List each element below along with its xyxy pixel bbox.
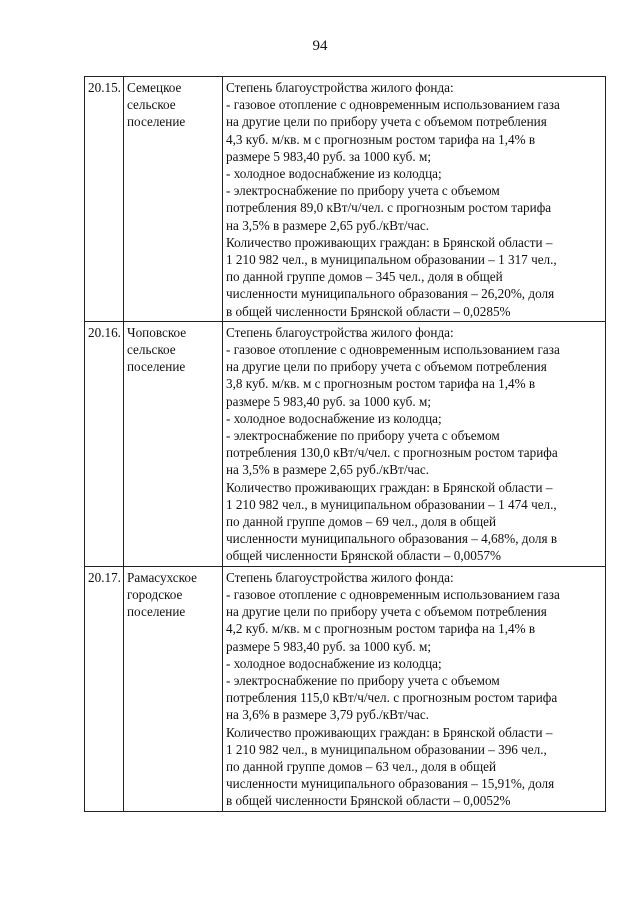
description-cell [223, 77, 606, 322]
description-cell [223, 321, 606, 566]
description-line: потребления 89,0 кВт/ч/чел. с прогнозным ростом тарифа [226, 200, 552, 216]
description-line: Степень благоустройства жилого фонда: [226, 569, 454, 585]
settlement-name-line: поселение [127, 359, 186, 375]
description-line: 4,2 куб. м/кв. м с прогнозным ростом тарифа на 1,4% в [226, 621, 536, 637]
table-row [85, 321, 606, 566]
description-line: на другие цели по прибору учета с объемом потребления [226, 114, 547, 130]
description-line: - газовое отопление с одновременным использованием газа [226, 342, 560, 358]
description-line: Количество проживающих граждан: в Брянской области – [226, 479, 553, 495]
description-line: 4,3 куб. м/кв. м с прогнозным ростом тарифа на 1,4% в [226, 131, 536, 147]
settlement-name-cell [124, 566, 223, 811]
description-line: 1 210 982 чел., в муниципальном образовании – 1 474 чел., [226, 496, 557, 512]
description-line: размере 5 983,40 руб. за 1000 куб. м; [226, 393, 431, 409]
page-number: 94 [312, 38, 328, 54]
description-line: - электроснабжение по прибору учета с объемом [226, 672, 500, 688]
settlement-name-line: сельское [127, 342, 176, 358]
description-line: на 3,6% в размере 3,79 руб./кВт/час. [226, 707, 430, 723]
table-row [85, 566, 606, 811]
settlement-name-line: Рамасухское [127, 569, 197, 585]
description-line: на другие цели по прибору учета с объемом потребления [226, 604, 547, 620]
row-number-cell: 20.15. [85, 77, 124, 322]
description-line: на 3,5% в размере 2,65 руб./кВт/час. [226, 462, 430, 478]
description-line: общей численности Брянской области – 0,0057% [226, 548, 501, 564]
description-line: - холодное водоснабжение из колодца; [226, 410, 442, 426]
settlement-name-line: поселение [127, 604, 186, 620]
settlement-name-line: Чоповское [127, 324, 187, 340]
description-line: Количество проживающих граждан: в Брянской области – [226, 234, 553, 250]
description-line: 3,8 куб. м/кв. м с прогнозным ростом тарифа на 1,4% в [226, 376, 536, 392]
description-line: - электроснабжение по прибору учета с объемом [226, 428, 500, 444]
description-line: в общей численности Брянской области – 0,0285% [226, 303, 511, 319]
description-line: на 3,5% в размере 2,65 руб./кВт/час. [226, 217, 430, 233]
description-line: по данной группе домов – 63 чел., доля в общей [226, 758, 497, 774]
description-cell [223, 566, 606, 811]
description-line: - газовое отопление с одновременным использованием газа [226, 97, 560, 113]
settlement-name-line: сельское [127, 97, 176, 113]
settlement-name-line: поселение [127, 114, 186, 130]
description-line: численности муниципального образования – 15,91%, доля [226, 776, 555, 792]
description-line: потребления 115,0 кВт/ч/чел. с прогнозным ростом тарифа [226, 690, 558, 706]
row-number-cell: 20.16. [85, 321, 124, 566]
description-line: Степень благоустройства жилого фонда: [226, 80, 454, 95]
description-line: - холодное водоснабжение из колодца; [226, 655, 442, 671]
description-line: по данной группе домов – 345 чел., доля в общей [226, 269, 503, 285]
description-line: размере 5 983,40 руб. за 1000 куб. м; [226, 638, 431, 654]
description-line: по данной группе домов – 69 чел., доля в общей [226, 514, 497, 530]
description-line: потребления 130,0 кВт/ч/чел. с прогнозным ростом тарифа [226, 445, 558, 461]
description-line: численности муниципального образования – 4,68%, доля в [226, 531, 558, 547]
settlement-name-cell [124, 321, 223, 566]
description-line: размере 5 983,40 руб. за 1000 куб. м; [226, 148, 431, 164]
description-line: Степень благоустройства жилого фонда: [226, 324, 454, 340]
description-line: Количество проживающих граждан: в Брянской области – [226, 724, 553, 740]
settlements-table-body [85, 77, 606, 812]
settlements-table [84, 76, 606, 812]
table-row [85, 77, 606, 322]
description-line: на другие цели по прибору учета с объемом потребления [226, 359, 547, 375]
row-number-cell: 20.17. [85, 566, 124, 811]
settlement-name-cell [124, 77, 223, 322]
description-line: - холодное водоснабжение из колодца; [226, 166, 442, 182]
description-line: - электроснабжение по прибору учета с объемом [226, 183, 500, 199]
settlement-name-line: городское [127, 586, 183, 602]
description-line: - газовое отопление с одновременным использованием газа [226, 586, 560, 602]
description-line: в общей численности Брянской области – 0,0052% [226, 793, 511, 809]
description-line: 1 210 982 чел., в муниципальном образовании – 1 317 чел., [226, 252, 557, 268]
settlement-name-line: Семецкое [127, 80, 182, 95]
description-line: 1 210 982 чел., в муниципальном образовании – 396 чел., [226, 741, 547, 757]
description-line: численности муниципального образования – 26,20%, доля [226, 286, 555, 302]
